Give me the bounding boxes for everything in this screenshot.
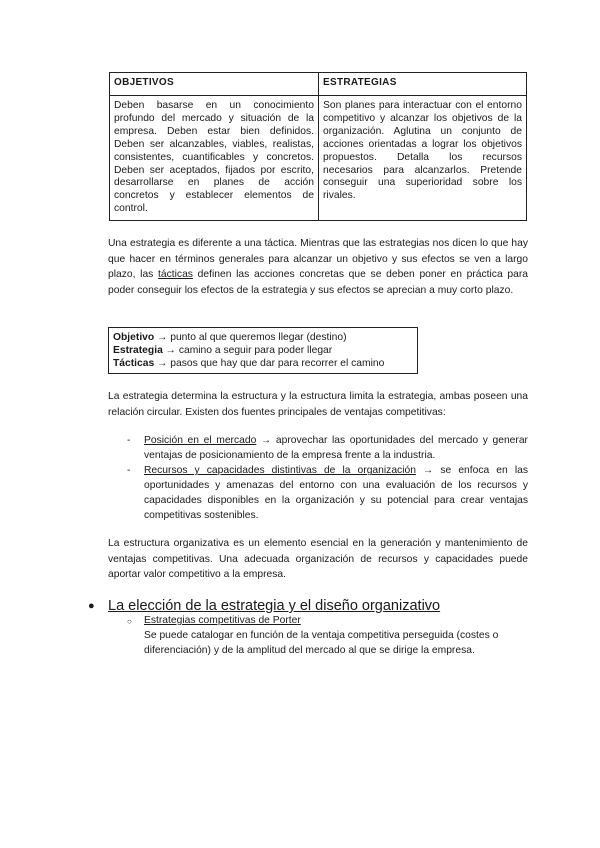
definition-tacticas: [113, 357, 413, 370]
definitions-box: [108, 327, 418, 374]
para1-text-after: definen las acciones concretas que se deben poner en práctica para poder conseguir los efectos de la estrategia y sus efectos se aprecian a muy corto plazo.: [108, 269, 528, 296]
definition-term: Estrategia: [113, 345, 163, 356]
table-cell-objetivos: Deben basarse en un conocimiento profundo del mercado y situación de la empresa. Deben estar bien definidos. Deben ser alcanzables, viables, realistas, consistentes, cuantificables y concretos. Deben ser aceptados, fijados por escrito, desarrollarse en planes de acción concretos y establecer elementos de control.: [110, 96, 319, 221]
definition-term: Objetivo: [113, 332, 155, 343]
source-term: Recursos y capacidades distintivas de la organización: [144, 465, 416, 477]
paragraph-organizational-structure: La estructura organizativa es un elemento esencial en la generación y mantenimiento de ventajas competitivas. Una adecuada organización de recursos y capacidades puede aportar valor competitivo a la empresa.: [108, 538, 528, 581]
paragraph-structure-strategy: La estrategia determina la estructura y la estructura limita la estrategia, ambas poseen una relación circular. Existen dos fuentes principales de ventajas competitivas:: [108, 391, 528, 418]
dash-marker: -: [127, 465, 131, 477]
table-cell-estrategias: Son planes para interactuar con el entorno competitivo y alcanzar los objetivos de la organización. Aglutina un conjunto de acciones orientadas a lograr los objetivos propuestos. Detalla los recursos necesarios para alcanzarlos. Pretende conseguir una superioridad sobre los rivales.: [319, 96, 527, 221]
subsection-body: Se puede catalogar en función de la ventaja competitiva perseguida (costes o diferenciación) y de la amplitud del mercado al que se dirige la empresa.: [144, 630, 499, 656]
para1-text-before: Una estrategia es diferente a una táctica. Mientras que las estrategias nos dicen lo que hay que hacer en términos generales para alcanzar un objetivo y sus efectos se ven a largo plazo, las: [108, 238, 528, 281]
definition-estrategia: [113, 344, 413, 357]
source-desc: → se enfoca en las oportunidades y amenazas del entorno con una evaluación de los recursos y capacidades disponibles en la organización y su potencial para crear ventajas competitivas sostenibles.: [144, 465, 528, 521]
bullet-icon: ●: [88, 600, 95, 612]
definition-objetivo: [113, 331, 413, 344]
source-desc: → aprovechar las oportunidades del mercado y generar ventajas de posicionamiento de la empresa frente a la industria.: [144, 435, 528, 461]
source-term: Posición en el mercado: [144, 435, 257, 446]
definition-desc: → pasos que hay que dar para recorrer el camino: [154, 358, 385, 369]
section-heading[interactable]: La elección de la estrategia y el diseño organizativo: [108, 598, 441, 614]
table-header-estrategias: ESTRATEGIAS: [319, 73, 527, 96]
list-item: [108, 464, 528, 523]
competitive-advantage-sources-list: [108, 434, 528, 524]
definition-desc: → camino a seguir para poder llegar: [162, 345, 333, 356]
list-item: [108, 434, 528, 463]
paragraph-strategy-vs-tactic: [108, 236, 528, 298]
definition-desc: → punto al que queremos llegar (destino): [154, 332, 347, 343]
circle-bullet-icon: ○: [127, 617, 132, 626]
dash-marker: -: [127, 435, 131, 446]
definition-term: Tácticas: [113, 358, 155, 369]
tacticas-link[interactable]: tácticas: [158, 269, 193, 281]
subsection-title[interactable]: Estrategias competitivas de Porter: [144, 615, 301, 626]
table-header-objetivos: OBJETIVOS: [110, 73, 319, 96]
objectives-strategies-table: [109, 72, 527, 221]
